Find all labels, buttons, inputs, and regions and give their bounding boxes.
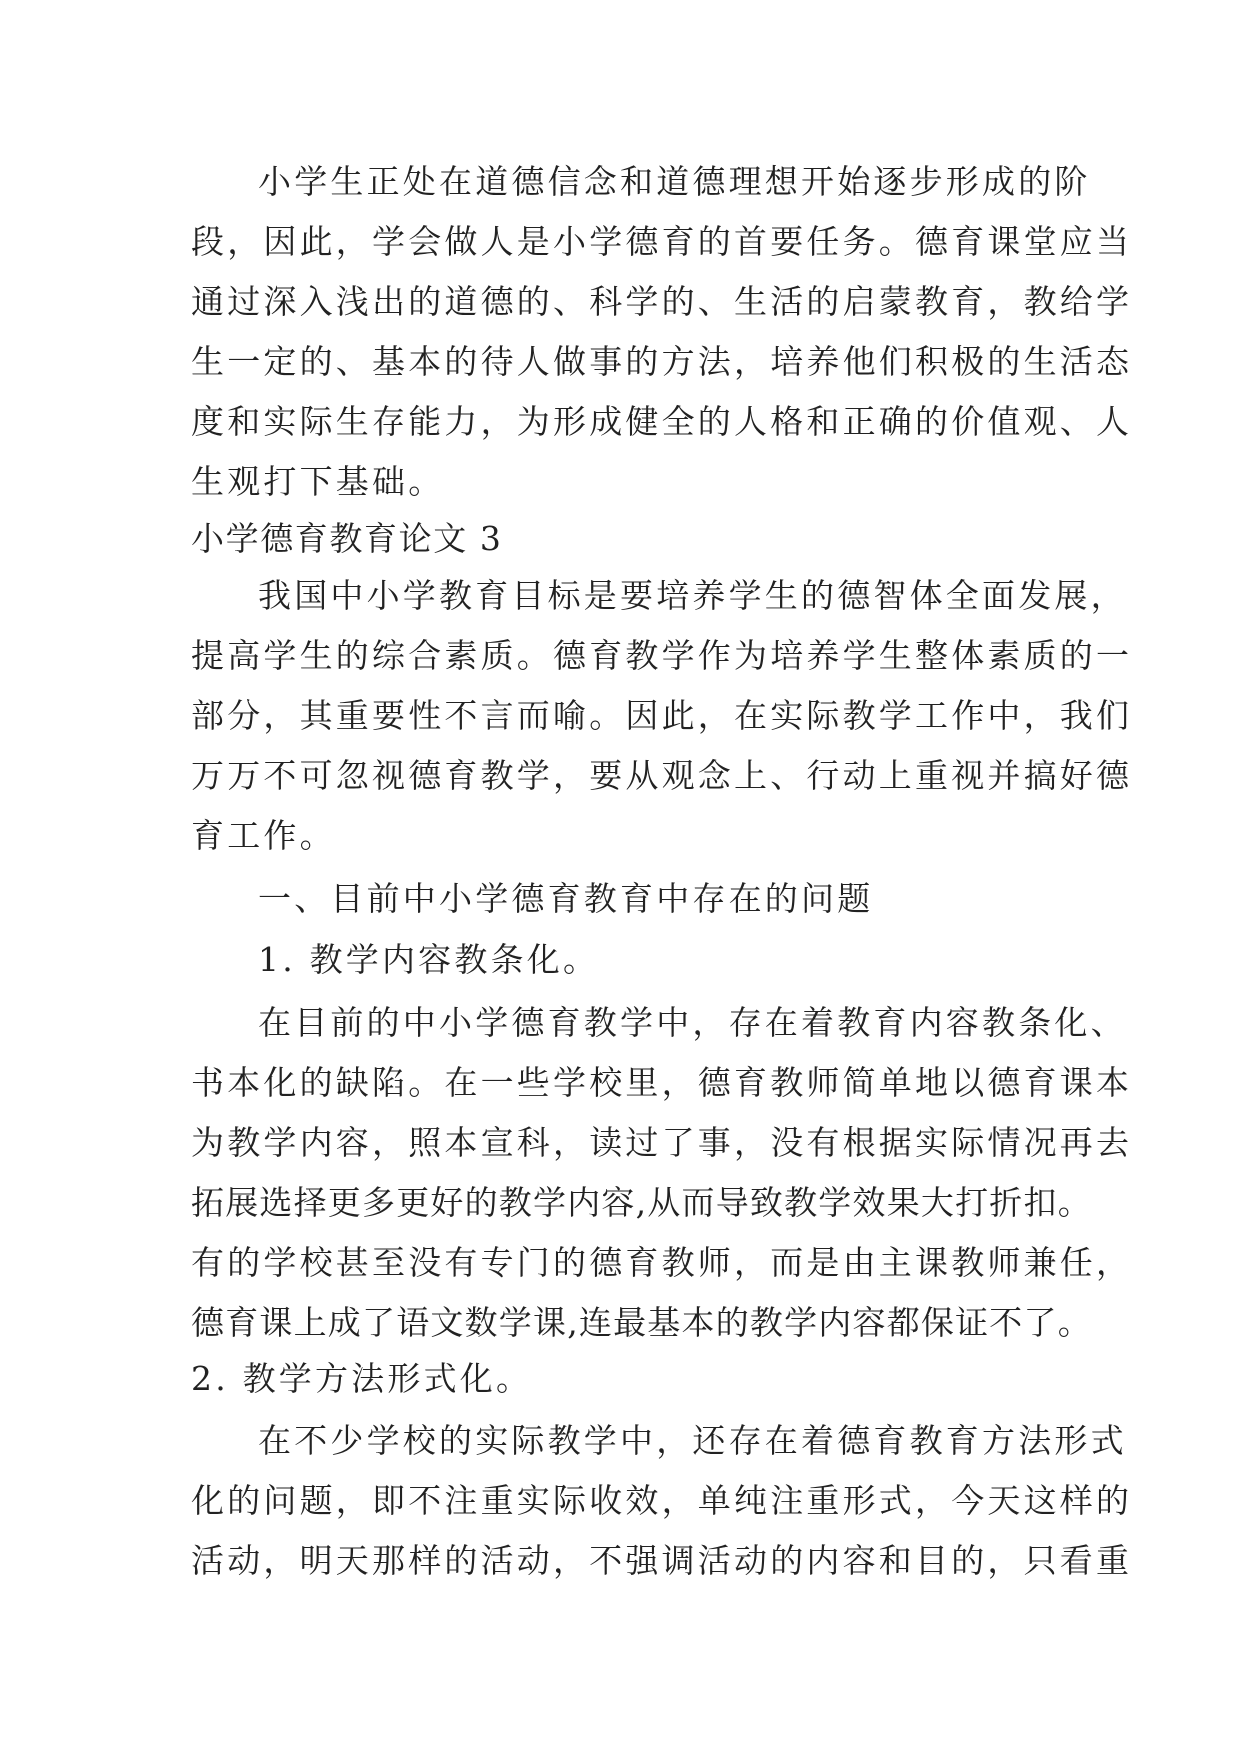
paragraph-line: 度和实际生存能力，为形成健全的人格和正确的价值观、人 [191, 402, 1133, 441]
paragraph-line: 我国中小学教育目标是要培养学生的德智体全面发展， [258, 576, 1127, 615]
paragraph-line: 化的问题，即不注重实际收效，单纯注重形式，今天这样的 [191, 1481, 1133, 1520]
paragraph-line: 活动，明天那样的活动，不强调活动的内容和目的，只看重 [191, 1541, 1133, 1580]
paragraph-line: 通过深入浅出的道德的、科学的、生活的启蒙教育，教给学 [191, 282, 1133, 321]
paragraph-line: 生一定的、基本的待人做事的方法，培养他们积极的生活态 [191, 342, 1133, 381]
paragraph-line: 提高学生的综合素质。德育教学作为培养学生整体素质的一 [191, 636, 1133, 675]
paragraph-line: 段，因此，学会做人是小学德育的首要任务。德育课堂应当 [191, 222, 1133, 261]
paragraph-line: 拓展选择更多更好的教学内容,从而导致教学效果大打折扣。 [191, 1183, 1092, 1222]
section-title: 小学德育教育论文 3 [191, 519, 503, 558]
paragraph-line: 书本化的缺陷。在一些学校里，德育教师简单地以德育课本 [191, 1063, 1133, 1102]
paragraph-line: 小学生正处在道德信念和道德理想开始逐步形成的阶 [258, 162, 1091, 201]
paragraph-line: 为教学内容，照本宣科，读过了事，没有根据实际情况再去 [191, 1123, 1133, 1162]
paragraph-line: 万万不可忽视德育教学，要从观念上、行动上重视并搞好德 [191, 756, 1133, 795]
paragraph-line: 部分，其重要性不言而喻。因此，在实际教学工作中，我们 [191, 696, 1133, 735]
paragraph-line: 在目前的中小学德育教学中，存在着教育内容教条化、 [258, 1003, 1127, 1042]
subheading: 一、目前中小学德育教育中存在的问题 [258, 879, 874, 918]
paragraph-line: 在不少学校的实际教学中，还存在着德育教育方法形式 [258, 1421, 1127, 1460]
paragraph-line: 有的学校甚至没有专门的德育教师，而是由主课教师兼任， [191, 1243, 1133, 1282]
numbered-heading: 1. 教学内容教条化。 [258, 940, 600, 979]
numbered-heading: 2. 教学方法形式化。 [191, 1359, 533, 1398]
paragraph-line: 德育课上成了语文数学课,连最基本的教学内容都保证不了。 [191, 1303, 1092, 1342]
paragraph-line: 育工作。 [191, 816, 336, 855]
paragraph-line: 生观打下基础。 [191, 462, 445, 501]
